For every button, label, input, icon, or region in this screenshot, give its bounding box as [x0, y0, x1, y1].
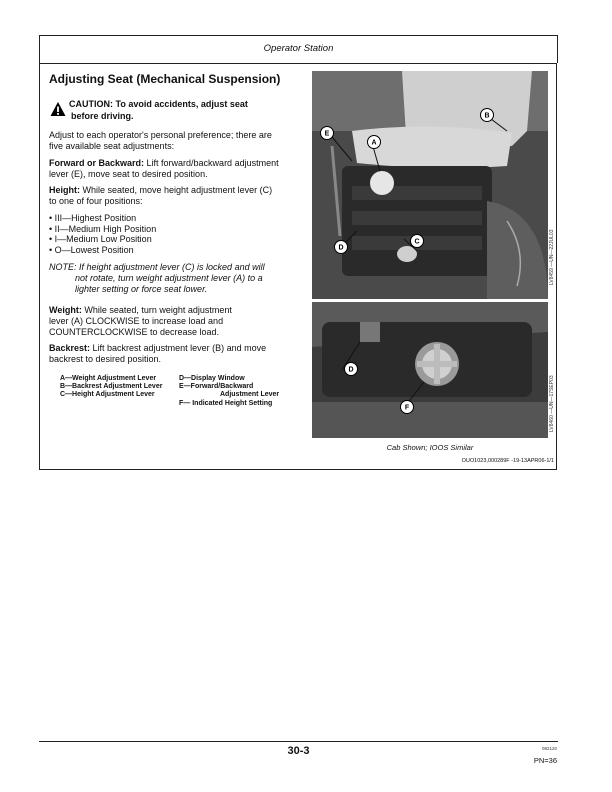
- callout-F: [401, 401, 414, 414]
- list-item: • II—Medium High Position: [49, 224, 289, 235]
- svg-text:C: C: [414, 238, 420, 246]
- forward-paragraph: Forward or Backward: Lift forward/backward adjustment lever (E), move seat to desired position.: [49, 158, 279, 180]
- document-id: OUO1023,000289F -19-13APR06-1/1: [461, 458, 554, 464]
- legend-left: A—Weight Adjustment Lever B—Backrest Adjustment Lever C—Height Adjustment Lever: [60, 375, 163, 399]
- caution-text: CAUTION: To avoid accidents, adjust seat before driving.: [69, 99, 248, 121]
- height-positions-list: [49, 213, 289, 255]
- callout-D-detail: [345, 363, 358, 376]
- callout-B: [481, 109, 494, 122]
- figure-caption: Cab Shown; IOOS Similar: [386, 443, 474, 452]
- list-item: • III—Highest Position: [49, 213, 289, 224]
- backrest-paragraph: Backrest: Lift backrest adjustment lever (B) and move backrest to desired position.: [49, 343, 267, 365]
- page-number: 30-3: [287, 745, 310, 757]
- svg-text:B: B: [484, 112, 490, 120]
- knob-photo: [312, 302, 548, 438]
- intro-paragraph: Adjust to each operator's personal preference; there are five available seat adjustments:: [49, 130, 272, 152]
- seat-illustration: [312, 71, 548, 299]
- knob-illustration: [312, 302, 548, 438]
- svg-text:E: E: [324, 130, 330, 138]
- header-rule: [39, 35, 558, 36]
- footer-rule: [39, 741, 558, 742]
- callout-C: [411, 235, 424, 248]
- callout-D: [335, 241, 348, 254]
- list-item: • O—Lowest Position: [49, 245, 289, 256]
- svg-text:D: D: [348, 366, 354, 374]
- pn-number: PN=36: [533, 756, 557, 765]
- legend-right: D—Display Window E—Forward/Backward Adjustment Lever F— Indicated Height Setting: [179, 375, 280, 407]
- callout-E: [321, 127, 334, 140]
- weight-paragraph: Weight: While seated, turn weight adjustment lever (A) CLOCKWISE to increase load and COUNTERCLOCKWISE to decrease load.: [49, 305, 232, 338]
- warning-triangle-icon: [50, 101, 66, 117]
- photo2-code: LV8460 —UN—17SEP03: [549, 375, 555, 432]
- svg-text:A: A: [371, 139, 377, 147]
- footer-code: 082120: [541, 746, 557, 751]
- svg-text:F: F: [404, 404, 410, 412]
- height-paragraph: Height: While seated, move height adjustment lever (C) to one of four positions:: [49, 185, 273, 207]
- header-frame-right: [557, 35, 558, 63]
- note-text: NOTE: If height adjustment lever (C) is locked and will not rotate, turn weight adjustment lever (A) to a lighter setting or force seat lower.: [49, 262, 265, 294]
- page-title: Adjusting Seat (Mechanical Suspension): [49, 72, 281, 86]
- callout-A: [368, 136, 381, 149]
- section-header: Operator Station: [263, 43, 334, 54]
- list-item: • I—Medium Low Position: [49, 234, 289, 245]
- seat-photo: [312, 71, 548, 299]
- svg-text:D: D: [338, 244, 344, 252]
- photo1-code: LV8459 —UN—22JUL03: [549, 229, 555, 285]
